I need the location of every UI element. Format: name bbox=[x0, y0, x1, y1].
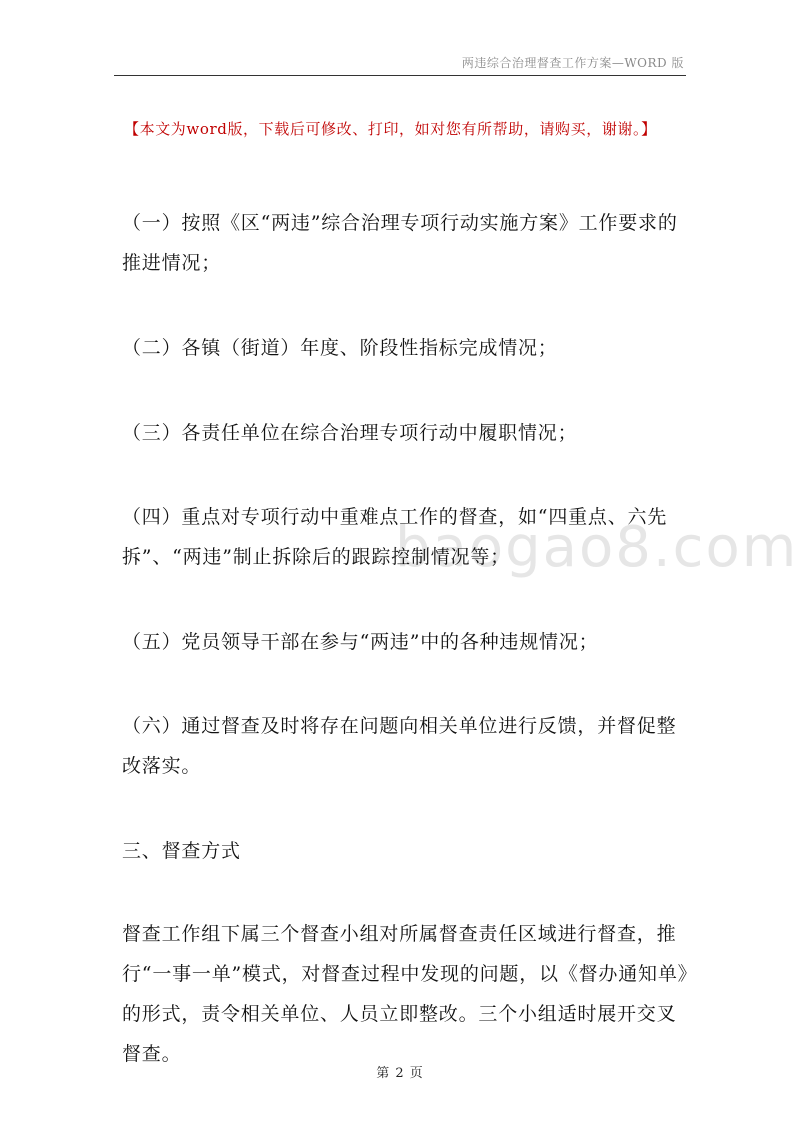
header-divider bbox=[114, 75, 686, 76]
watermark: baogao8.com bbox=[395, 515, 799, 580]
paragraph-item-5: （五）党员领导干部在参与“两违”中的各种违规情况； bbox=[122, 631, 599, 653]
document-header-title: 两违综合治理督查工作方案—WORD 版 bbox=[461, 56, 684, 70]
paragraph-item-3: （三）各责任单位在综合治理专项行动中履职情况； bbox=[122, 422, 578, 444]
paragraph-item-2: （二）各镇（街道）年度、阶段性指标完成情况； bbox=[122, 337, 558, 359]
paragraph-item-1: （一）按照《区“两违”综合治理专项行动实施方案》工作要求的推进情况； bbox=[122, 212, 678, 274]
section-heading: 三、督查方式 bbox=[122, 840, 241, 862]
page-number: 第 2 页 bbox=[376, 1066, 424, 1081]
paragraph-item-4: （四）重点对专项行动中重难点工作的督查，如“四重点、六先拆”、“两违”制止拆除后的跟踪控制情况等； bbox=[122, 506, 668, 568]
purchase-notice: 【本文为word版，下载后可修改、打印，如对您有所帮助，请购买，谢谢。】 bbox=[124, 120, 657, 138]
paragraph-method: 督查工作组下属三个督查小组对所属督查责任区域进行督查，推行“一事一单”模式，对督查过程中发现的问题，以《督办通知单》的形式，责令相关单位、人员立即整改。三个小组适时展开交叉督查。 bbox=[122, 923, 688, 1065]
paragraph-item-6: （六）通过督查及时将存在问题向相关单位进行反馈，并督促整改落实。 bbox=[122, 715, 677, 777]
